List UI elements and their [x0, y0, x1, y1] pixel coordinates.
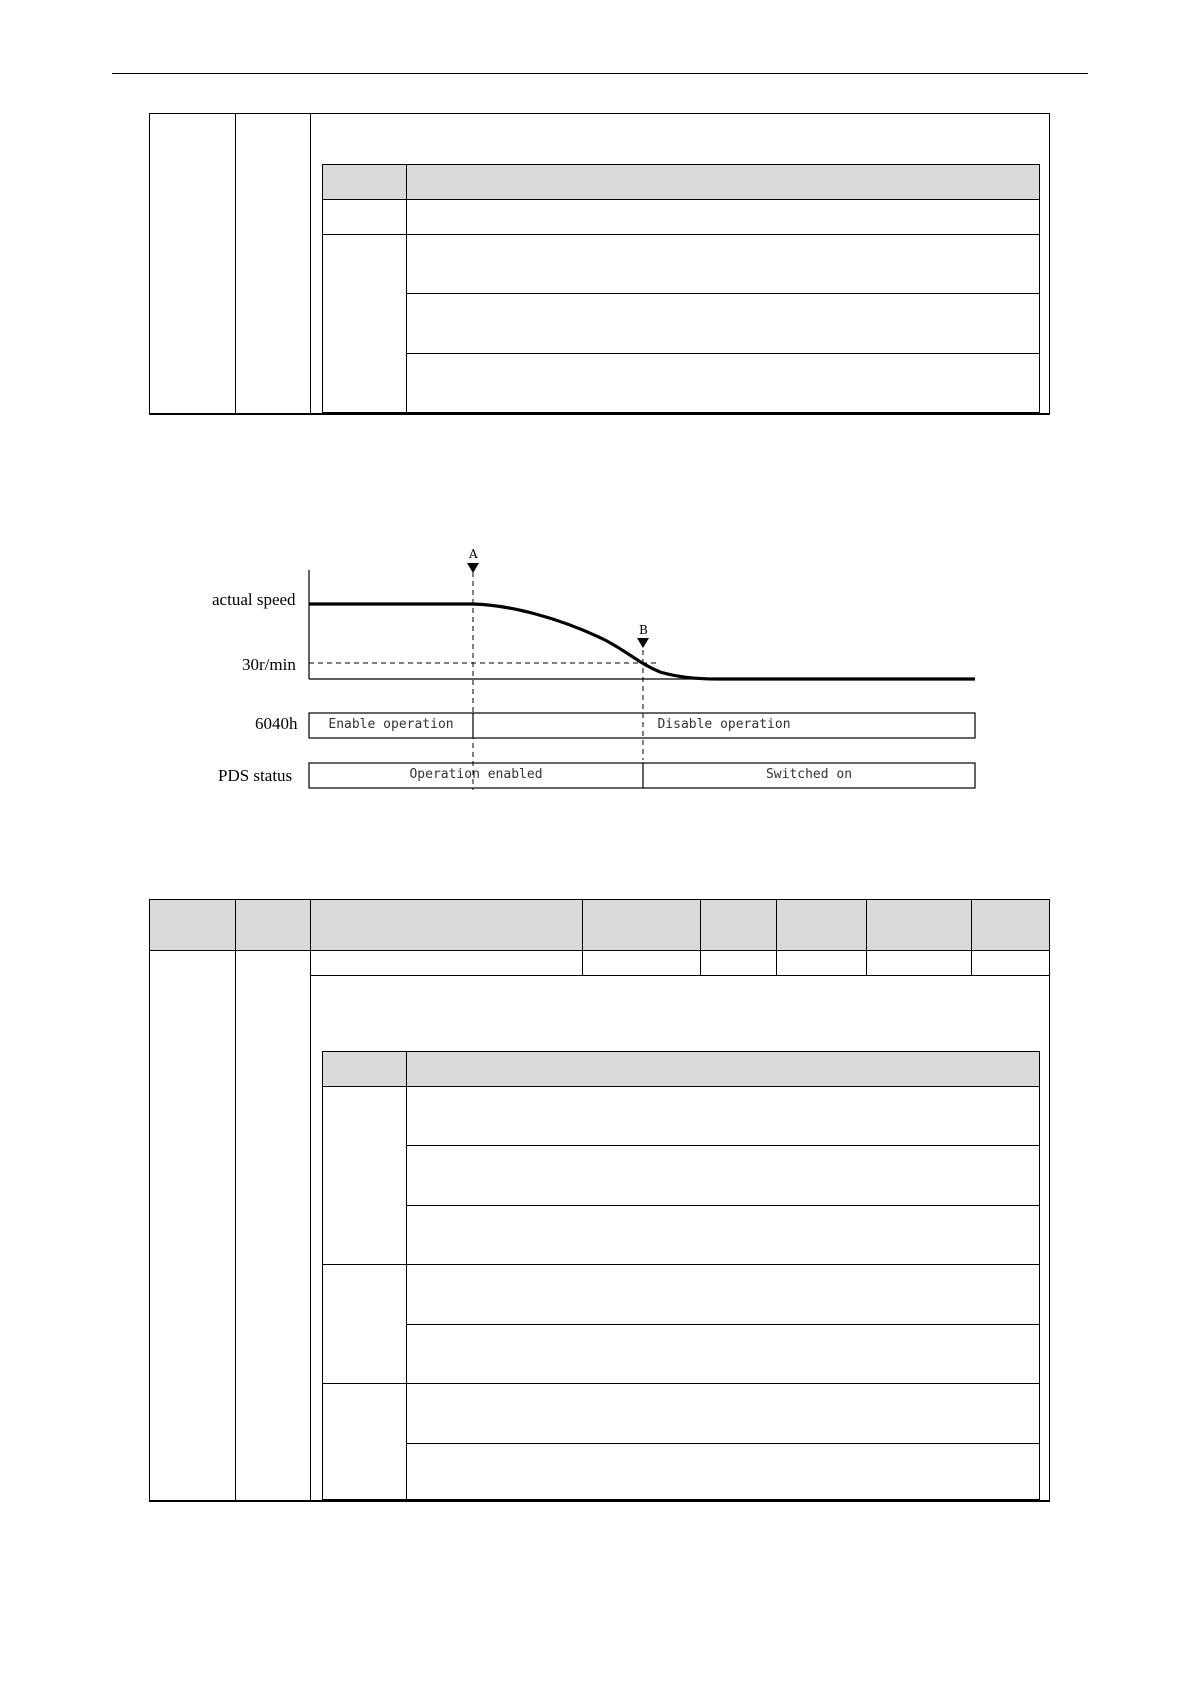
pds-status-label: PDS status — [218, 766, 293, 785]
marker-a-label: A — [469, 547, 478, 561]
state-enable-operation: Enable operation — [328, 717, 454, 732]
controlword-label: 6040h — [255, 714, 298, 733]
marker-b-triangle — [637, 638, 649, 648]
state-operation-enabled: Operation enabled — [409, 767, 543, 782]
bottom-table-header — [150, 900, 1049, 950]
actual-speed-label: actual speed — [212, 590, 296, 609]
state-switched-on: Switched on — [765, 767, 853, 782]
marker-b-label: B — [639, 623, 648, 637]
state-disable-operation: Disable operation — [657, 717, 791, 732]
threshold-label: 30r/min — [242, 655, 296, 674]
marker-a-triangle — [467, 563, 479, 573]
bottom-inner-header — [322, 1051, 1039, 1086]
